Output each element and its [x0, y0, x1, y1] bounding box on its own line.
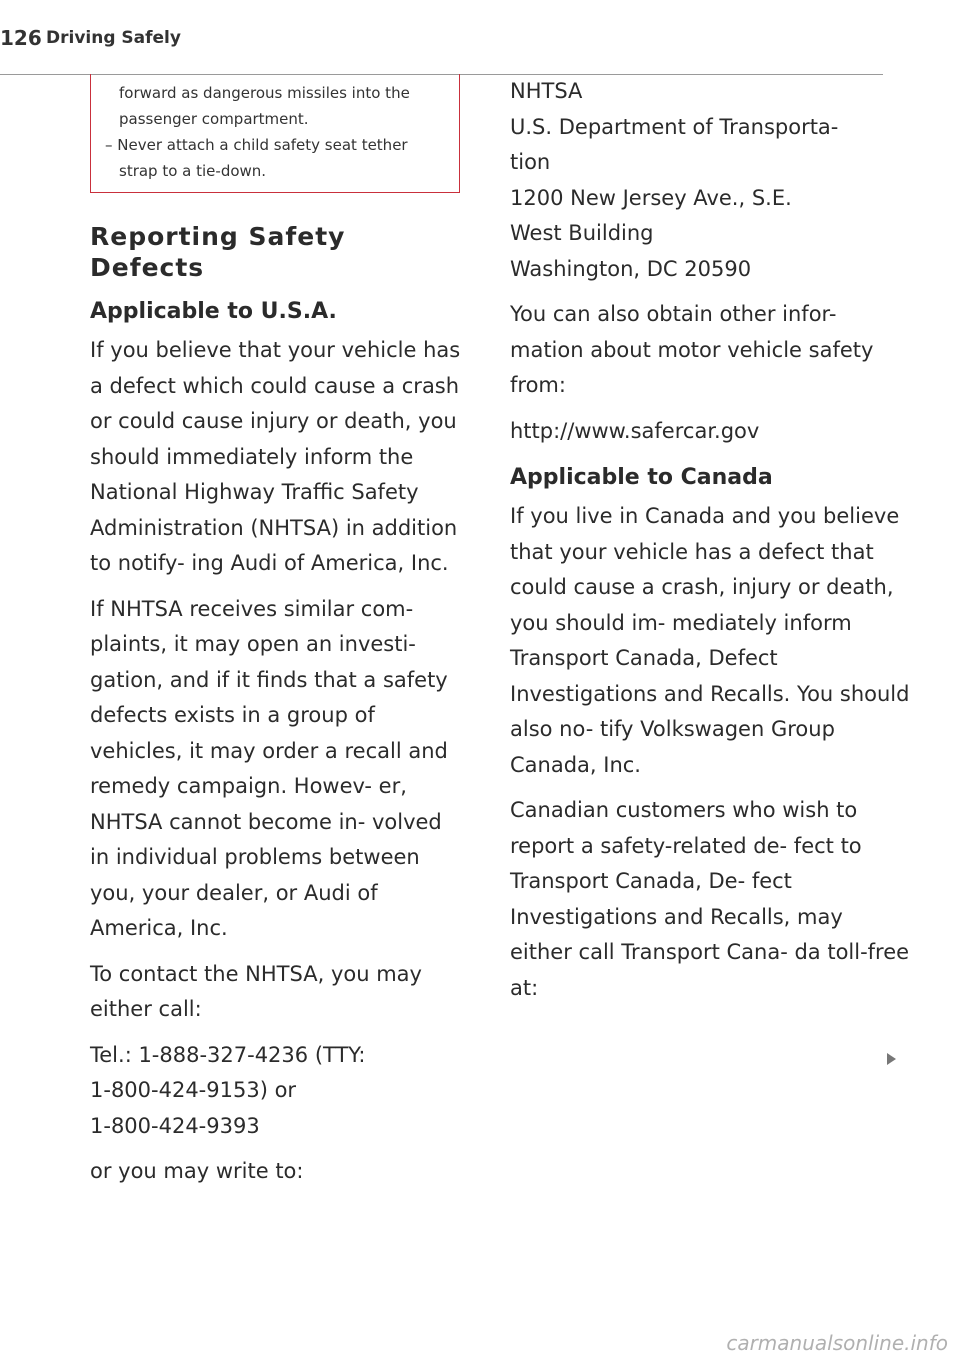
address-line: 1200 New Jersey Ave., S.E.: [510, 185, 792, 210]
paragraph-usa-2: If NHTSA receives similar com- plaints, it may open an investi- gation, and if it finds that a safety defects exists in a group of vehicles, it may order a recall and remedy campaign. Howev- er, NHTSA cannot become in- volved in individual problems between you, your dealer, or Audi of America, Inc.: [90, 596, 448, 940]
address-line: West Building: [510, 221, 654, 245]
warning-bullet: – Never attach a child safety seat tether: [105, 136, 408, 154]
section-title: [90, 221, 462, 283]
paragraph-contact: To contact the NHTSA, you may either call:: [90, 961, 422, 1021]
paragraph-usa-1: If you believe that your vehicle has a defect which could cause a crash or could cause injury or death, you should immediately inform the National Highway Traffic Safety Administration (NHTSA) in addition to notify- ing Audi of America, Inc.: [90, 338, 461, 575]
paragraph-canada-2: Canadian customers who wish to report a safety-related de- fect to Transport Canada, De- fect Investigations and Recalls, may either call Transport Cana- da toll-free at:: [510, 798, 910, 1000]
paragraph-canada-1: If you live in Canada and you believe that your vehicle has a defect that could cause a crash, injury or death, you should im- mediately inform Transport Canada, Defect Investigations and Recalls. You should also no- tify Volkswagen Group Canada, Inc.: [510, 504, 910, 777]
warning-line: passenger compartment.: [119, 110, 309, 128]
tel-line: 1-800-424-9393: [90, 1113, 260, 1138]
subtitle-usa: Applicable to U.S.A.: [90, 299, 337, 324]
safercar-url[interactable]: http://www.safercar.gov: [510, 418, 760, 443]
address-line: NHTSA: [510, 79, 583, 103]
address-line: Washington, DC 20590: [510, 256, 752, 281]
warning-line: forward as dangerous missiles into the: [119, 84, 410, 102]
left-body: [90, 221, 462, 1190]
subtitle-canada: Applicable to Canada: [510, 465, 773, 490]
paragraph-other-info: You can also obtain other infor- mation about motor vehicle safety from:: [510, 302, 874, 397]
section-name: Driving Safely: [46, 28, 181, 48]
page-number: 126: [0, 26, 42, 50]
address-line: tion: [510, 150, 551, 174]
left-column: [0, 74, 462, 1200]
address-line: U.S. Department of Transporta-: [510, 114, 839, 139]
warning-box-continuation: [90, 74, 460, 193]
continue-arrow-icon: [887, 1053, 896, 1065]
tel-line: 1-800-424-9153) or: [90, 1078, 297, 1102]
section-title-line1: Reporting Safety: [90, 222, 346, 251]
right-column: [510, 74, 920, 1016]
tel-line: Tel.: 1-888-327-4236 (TTY:: [90, 1042, 366, 1067]
warning-bullet-cont: strap to a tie-down.: [119, 162, 267, 180]
paragraph-write: or you may write to:: [90, 1159, 304, 1183]
telephone-numbers: [90, 1038, 462, 1145]
section-title-line2: Defects: [90, 253, 205, 282]
watermark: carmanualsonline.info: [726, 1331, 948, 1355]
nhtsa-address: [510, 74, 920, 287]
